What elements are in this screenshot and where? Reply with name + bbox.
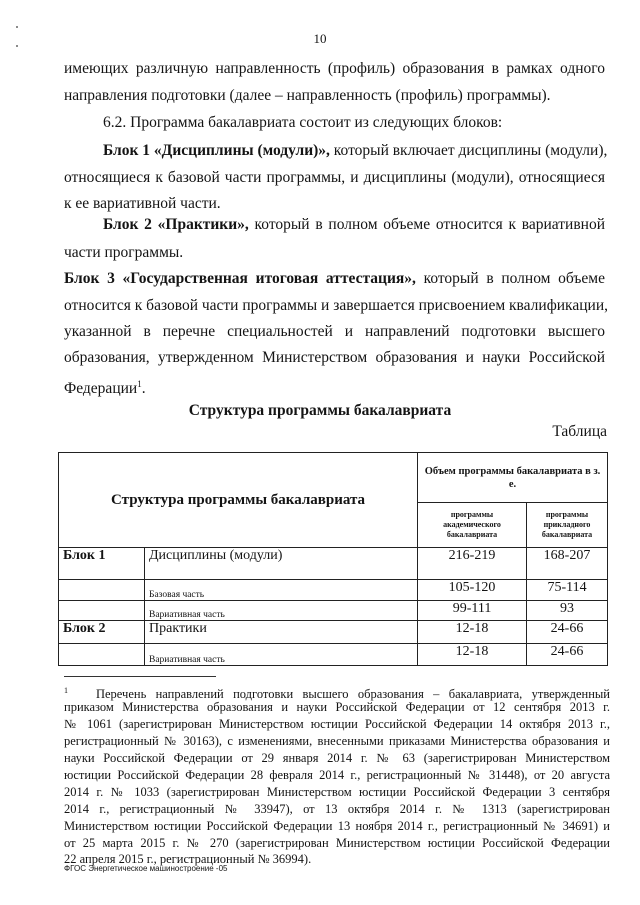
- body-line: имеющих различную направленность (профиль) образования в рамках одного: [64, 60, 605, 77]
- block1-line2: относящиеся к базовой части программы, и дисциплины (модули), относящиеся: [64, 169, 605, 186]
- table-row: [59, 548, 608, 580]
- row-block: [59, 580, 145, 601]
- block2-title: Блок 2 «Практики»,: [103, 216, 249, 233]
- block3-text: который в полном объеме: [415, 270, 605, 287]
- row-academic: 12-18: [418, 644, 527, 666]
- block3-line5: [64, 375, 605, 398]
- row-academic: 12-18: [418, 621, 527, 644]
- row-block: [59, 644, 145, 666]
- row-academic: 99-111: [418, 601, 527, 621]
- row-name: Вариативная часть: [145, 601, 418, 621]
- body-line: направления подготовки (далее – направленность (профиль) программы).: [64, 87, 551, 104]
- table-header-volume: Объем программы бакалавриата в з. е.: [418, 453, 608, 503]
- document-footer: ФГОС Энергетическое машиностроение -05: [64, 864, 228, 873]
- footnote-line: 22 апреля 2015 г., регистрационный № 36994).: [64, 852, 312, 866]
- footnote-line: Министерством юстиции Российской Федерации 13 ноября 2014 г., регистрационный № 34691) и: [64, 819, 610, 833]
- block3-line3: указанной в перечне специальностей и направлений подготовки высшего: [64, 323, 605, 340]
- table-header-applied: программы прикладного бакалавриата: [527, 503, 608, 548]
- block3-line2: относится к базовой части программы и завершается присвоением квалификации,: [64, 297, 608, 314]
- table-title: Структура программы бакалавриата: [188, 402, 452, 419]
- table-header-structure: Структура программы бакалавриата: [59, 453, 418, 548]
- table-row: [59, 601, 608, 621]
- block3-title: Блок 3 «Государственная итоговая аттестация»,: [64, 270, 416, 287]
- structure-table: [58, 452, 608, 666]
- block1-title: Блок 1 «Дисциплины (модули)»,: [103, 142, 330, 159]
- block1-line1: [103, 142, 608, 160]
- footnote-line: науки Российской Федерации от 29 января 2014 г. № 63 (зарегистрирован Министерством: [64, 751, 610, 765]
- block3-line5-text: Федерации: [64, 380, 138, 398]
- row-applied: 24-66: [527, 644, 608, 666]
- block2-line2: части программы.: [64, 244, 184, 261]
- footnote-line: № 1061 (зарегистрирован Министерством юстиции Российской Федерации 14 октября 2013 г.,: [64, 717, 610, 731]
- row-academic: 216-219: [418, 548, 527, 580]
- block1-text: который включает дисциплины (модули),: [329, 142, 608, 159]
- block3-line5-end: .: [141, 380, 146, 398]
- section-6-2-heading: 6.2. Программа бакалавриата состоит из следующих блоков:: [103, 114, 503, 131]
- block2-text: который в полном объеме относится к вариативной: [248, 216, 605, 233]
- block2-line1: [103, 216, 605, 234]
- row-applied: 24-66: [527, 621, 608, 644]
- row-name: Базовая часть: [145, 580, 418, 601]
- table-header-academic: программы академического бакалавриата: [418, 503, 527, 548]
- block3-line4: образования, утвержденном Министерством образования и науки Российской: [64, 349, 605, 366]
- row-name: Практики: [145, 621, 418, 644]
- row-name: Дисциплины (модули): [145, 548, 418, 580]
- block3-line1: [64, 270, 605, 288]
- row-applied: 75-114: [527, 580, 608, 601]
- footnote-line: приказом Министерства образования и науки Российской Федерации от 12 сентября 2013 г.: [64, 700, 610, 714]
- footnote-ref[interactable]: 1: [137, 379, 142, 389]
- row-applied: 168-207: [527, 548, 608, 580]
- footnote-line: регистрационный № 30163), с изменениями, внесенными приказами Министерства образования и: [64, 734, 610, 748]
- footnote-line: 2014 г., регистрационный № 33947), от 13 октября 2014 г. № 1313 (зарегистрирован: [64, 802, 610, 816]
- footnote-line: юстиции Российской Федерации 28 февраля 2014 г., регистрационный № 31448), от 20 августа: [64, 768, 610, 782]
- table-row: [59, 644, 608, 666]
- row-name: Вариативная часть: [145, 644, 418, 666]
- block1-line3: к ее вариативной части.: [64, 195, 221, 212]
- footnote-line: 2014 г. № 1033 (зарегистрирован Министерством юстиции Российской Федерации 3 сентября: [64, 785, 610, 799]
- footnote-mark: 1: [64, 686, 68, 695]
- row-block: Блок 2: [59, 621, 145, 644]
- table-caption: Таблица: [552, 423, 607, 440]
- scan-mark: [16, 26, 18, 28]
- footnote-separator: [64, 676, 216, 677]
- footnote-line: от 25 марта 2015 г. № 270 (зарегистрирован Министерством юстиции Российской Федерации: [64, 836, 610, 850]
- table-row: [59, 580, 608, 601]
- table-row: [59, 621, 608, 644]
- row-applied: 93: [527, 601, 608, 621]
- footnote-line-text: Перечень направлений подготовки высшего образования – бакалавриата, утвержденный: [95, 687, 610, 702]
- page-number: 10: [313, 31, 327, 46]
- row-academic: 105-120: [418, 580, 527, 601]
- row-block: [59, 601, 145, 621]
- row-block: Блок 1: [59, 548, 145, 580]
